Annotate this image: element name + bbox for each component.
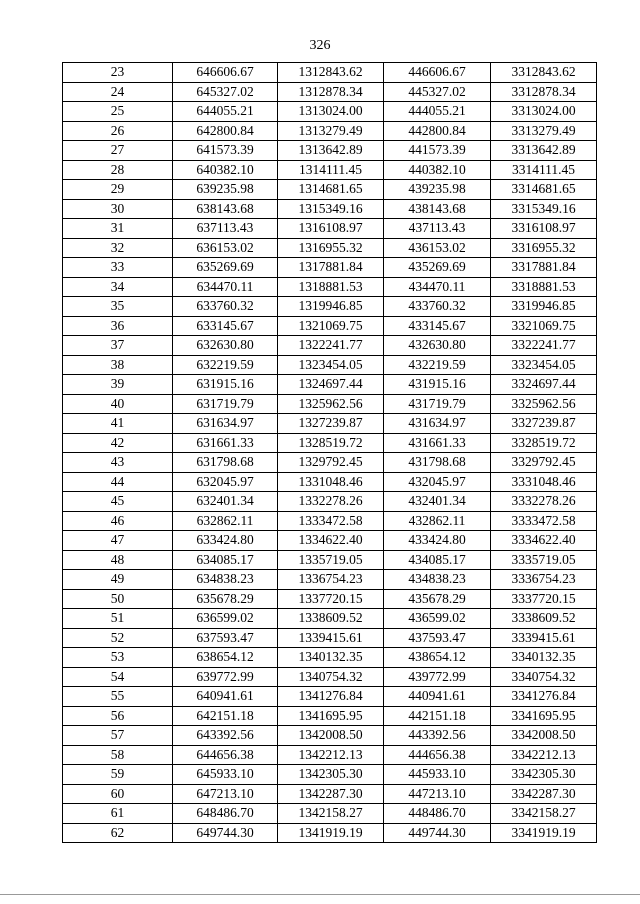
x-offset-coordinate-cell: 439235.98 <box>384 180 491 200</box>
point-number-cell: 62 <box>63 823 173 843</box>
y-coordinate-cell: 1313279.49 <box>278 121 384 141</box>
point-number-cell: 25 <box>63 102 173 122</box>
table-row <box>63 784 597 804</box>
table-row <box>63 492 597 512</box>
x-offset-coordinate-cell: 434470.11 <box>384 277 491 297</box>
x-coordinate-cell: 645933.10 <box>173 765 278 785</box>
x-offset-coordinate-cell: 447213.10 <box>384 784 491 804</box>
y-offset-coordinate-cell: 3322241.77 <box>491 336 597 356</box>
point-number-cell: 29 <box>63 180 173 200</box>
table-row <box>63 765 597 785</box>
x-coordinate-cell: 644656.38 <box>173 745 278 765</box>
y-offset-coordinate-cell: 3318881.53 <box>491 277 597 297</box>
y-offset-coordinate-cell: 3340132.35 <box>491 648 597 668</box>
y-offset-coordinate-cell: 3336754.23 <box>491 570 597 590</box>
y-offset-coordinate-cell: 3317881.84 <box>491 258 597 278</box>
x-offset-coordinate-cell: 442800.84 <box>384 121 491 141</box>
y-coordinate-cell: 1314681.65 <box>278 180 384 200</box>
y-offset-coordinate-cell: 3331048.46 <box>491 472 597 492</box>
x-offset-coordinate-cell: 434838.23 <box>384 570 491 590</box>
x-offset-coordinate-cell: 438654.12 <box>384 648 491 668</box>
table-row <box>63 414 597 434</box>
table-row <box>63 160 597 180</box>
x-offset-coordinate-cell: 431719.79 <box>384 394 491 414</box>
x-coordinate-cell: 631719.79 <box>173 394 278 414</box>
point-number-cell: 42 <box>63 433 173 453</box>
y-offset-coordinate-cell: 3334622.40 <box>491 531 597 551</box>
x-coordinate-cell: 637593.47 <box>173 628 278 648</box>
point-number-cell: 33 <box>63 258 173 278</box>
y-offset-coordinate-cell: 3324697.44 <box>491 375 597 395</box>
y-offset-coordinate-cell: 3313024.00 <box>491 102 597 122</box>
y-offset-coordinate-cell: 3333472.58 <box>491 511 597 531</box>
y-offset-coordinate-cell: 3335719.05 <box>491 550 597 570</box>
y-coordinate-cell: 1312878.34 <box>278 82 384 102</box>
x-coordinate-cell: 638143.68 <box>173 199 278 219</box>
y-offset-coordinate-cell: 3327239.87 <box>491 414 597 434</box>
table-row <box>63 609 597 629</box>
x-offset-coordinate-cell: 440941.61 <box>384 687 491 707</box>
x-coordinate-cell: 634085.17 <box>173 550 278 570</box>
table-row <box>63 511 597 531</box>
point-number-cell: 43 <box>63 453 173 473</box>
y-offset-coordinate-cell: 3316955.32 <box>491 238 597 258</box>
table-row <box>63 648 597 668</box>
table-row <box>63 355 597 375</box>
x-coordinate-cell: 633760.32 <box>173 297 278 317</box>
x-coordinate-cell: 632045.97 <box>173 472 278 492</box>
point-number-cell: 28 <box>63 160 173 180</box>
y-offset-coordinate-cell: 3342212.13 <box>491 745 597 765</box>
table-row <box>63 745 597 765</box>
point-number-cell: 26 <box>63 121 173 141</box>
point-number-cell: 53 <box>63 648 173 668</box>
table-row <box>63 316 597 336</box>
x-offset-coordinate-cell: 431798.68 <box>384 453 491 473</box>
table-row <box>63 141 597 161</box>
y-offset-coordinate-cell: 3342305.30 <box>491 765 597 785</box>
x-coordinate-cell: 639235.98 <box>173 180 278 200</box>
x-offset-coordinate-cell: 433145.67 <box>384 316 491 336</box>
x-coordinate-cell: 633424.80 <box>173 531 278 551</box>
point-number-cell: 36 <box>63 316 173 336</box>
point-number-cell: 24 <box>63 82 173 102</box>
y-coordinate-cell: 1341919.19 <box>278 823 384 843</box>
y-offset-coordinate-cell: 3328519.72 <box>491 433 597 453</box>
x-coordinate-cell: 634838.23 <box>173 570 278 590</box>
y-coordinate-cell: 1318881.53 <box>278 277 384 297</box>
table-row <box>63 726 597 746</box>
point-number-cell: 44 <box>63 472 173 492</box>
point-number-cell: 49 <box>63 570 173 590</box>
table-row <box>63 667 597 687</box>
x-coordinate-cell: 635678.29 <box>173 589 278 609</box>
y-coordinate-cell: 1342212.13 <box>278 745 384 765</box>
table-row <box>63 121 597 141</box>
y-coordinate-cell: 1339415.61 <box>278 628 384 648</box>
y-coordinate-cell: 1342287.30 <box>278 784 384 804</box>
y-coordinate-cell: 1329792.45 <box>278 453 384 473</box>
y-coordinate-cell: 1332278.26 <box>278 492 384 512</box>
y-offset-coordinate-cell: 3342008.50 <box>491 726 597 746</box>
y-offset-coordinate-cell: 3314681.65 <box>491 180 597 200</box>
point-number-cell: 55 <box>63 687 173 707</box>
point-number-cell: 39 <box>63 375 173 395</box>
y-offset-coordinate-cell: 3342287.30 <box>491 784 597 804</box>
x-offset-coordinate-cell: 433760.32 <box>384 297 491 317</box>
y-coordinate-cell: 1341695.95 <box>278 706 384 726</box>
y-coordinate-cell: 1340132.35 <box>278 648 384 668</box>
x-coordinate-cell: 633145.67 <box>173 316 278 336</box>
point-number-cell: 48 <box>63 550 173 570</box>
x-coordinate-cell: 632401.34 <box>173 492 278 512</box>
table-row <box>63 394 597 414</box>
table-row <box>63 433 597 453</box>
y-offset-coordinate-cell: 3329792.45 <box>491 453 597 473</box>
point-number-cell: 45 <box>63 492 173 512</box>
x-offset-coordinate-cell: 445327.02 <box>384 82 491 102</box>
x-offset-coordinate-cell: 444055.21 <box>384 102 491 122</box>
point-number-cell: 54 <box>63 667 173 687</box>
y-coordinate-cell: 1319946.85 <box>278 297 384 317</box>
point-number-cell: 32 <box>63 238 173 258</box>
y-coordinate-cell: 1322241.77 <box>278 336 384 356</box>
y-offset-coordinate-cell: 3315349.16 <box>491 199 597 219</box>
y-offset-coordinate-cell: 3332278.26 <box>491 492 597 512</box>
page-number: 326 <box>309 38 331 53</box>
table-row <box>63 589 597 609</box>
table-row <box>63 219 597 239</box>
x-offset-coordinate-cell: 442151.18 <box>384 706 491 726</box>
y-offset-coordinate-cell: 3325962.56 <box>491 394 597 414</box>
y-coordinate-cell: 1325962.56 <box>278 394 384 414</box>
y-offset-coordinate-cell: 3314111.45 <box>491 160 597 180</box>
x-offset-coordinate-cell: 437113.43 <box>384 219 491 239</box>
table-row <box>63 199 597 219</box>
y-offset-coordinate-cell: 3313279.49 <box>491 121 597 141</box>
point-number-cell: 34 <box>63 277 173 297</box>
coordinates-table-body <box>63 63 597 843</box>
y-coordinate-cell: 1336754.23 <box>278 570 384 590</box>
y-coordinate-cell: 1341276.84 <box>278 687 384 707</box>
point-number-cell: 58 <box>63 745 173 765</box>
y-offset-coordinate-cell: 3321069.75 <box>491 316 597 336</box>
x-coordinate-cell: 632219.59 <box>173 355 278 375</box>
y-coordinate-cell: 1313024.00 <box>278 102 384 122</box>
y-offset-coordinate-cell: 3342158.27 <box>491 804 597 824</box>
x-coordinate-cell: 642151.18 <box>173 706 278 726</box>
x-offset-coordinate-cell: 449744.30 <box>384 823 491 843</box>
y-coordinate-cell: 1328519.72 <box>278 433 384 453</box>
x-coordinate-cell: 634470.11 <box>173 277 278 297</box>
point-number-cell: 38 <box>63 355 173 375</box>
table-row <box>63 297 597 317</box>
x-offset-coordinate-cell: 432401.34 <box>384 492 491 512</box>
y-offset-coordinate-cell: 3339415.61 <box>491 628 597 648</box>
point-number-cell: 52 <box>63 628 173 648</box>
y-coordinate-cell: 1342158.27 <box>278 804 384 824</box>
x-coordinate-cell: 631798.68 <box>173 453 278 473</box>
table-row <box>63 823 597 843</box>
point-number-cell: 30 <box>63 199 173 219</box>
point-number-cell: 40 <box>63 394 173 414</box>
point-number-cell: 57 <box>63 726 173 746</box>
point-number-cell: 50 <box>63 589 173 609</box>
x-offset-coordinate-cell: 432862.11 <box>384 511 491 531</box>
table-row <box>63 804 597 824</box>
y-coordinate-cell: 1337720.15 <box>278 589 384 609</box>
x-coordinate-cell: 643392.56 <box>173 726 278 746</box>
scan-edge-line <box>0 894 640 895</box>
table-row <box>63 180 597 200</box>
point-number-cell: 56 <box>63 706 173 726</box>
x-offset-coordinate-cell: 432630.80 <box>384 336 491 356</box>
x-coordinate-cell: 638654.12 <box>173 648 278 668</box>
x-offset-coordinate-cell: 435678.29 <box>384 589 491 609</box>
x-offset-coordinate-cell: 432219.59 <box>384 355 491 375</box>
x-coordinate-cell: 631634.97 <box>173 414 278 434</box>
y-coordinate-cell: 1327239.87 <box>278 414 384 434</box>
point-number-cell: 47 <box>63 531 173 551</box>
point-number-cell: 41 <box>63 414 173 434</box>
x-offset-coordinate-cell: 439772.99 <box>384 667 491 687</box>
table-row <box>63 453 597 473</box>
y-coordinate-cell: 1312843.62 <box>278 63 384 83</box>
x-offset-coordinate-cell: 431915.16 <box>384 375 491 395</box>
x-coordinate-cell: 631915.16 <box>173 375 278 395</box>
y-coordinate-cell: 1317881.84 <box>278 258 384 278</box>
table-row <box>63 472 597 492</box>
point-number-cell: 35 <box>63 297 173 317</box>
x-coordinate-cell: 640941.61 <box>173 687 278 707</box>
y-coordinate-cell: 1342305.30 <box>278 765 384 785</box>
point-number-cell: 60 <box>63 784 173 804</box>
x-coordinate-cell: 641573.39 <box>173 141 278 161</box>
table-row <box>63 550 597 570</box>
point-number-cell: 59 <box>63 765 173 785</box>
x-coordinate-cell: 644055.21 <box>173 102 278 122</box>
y-coordinate-cell: 1342008.50 <box>278 726 384 746</box>
table-row <box>63 375 597 395</box>
y-coordinate-cell: 1333472.58 <box>278 511 384 531</box>
x-offset-coordinate-cell: 431634.97 <box>384 414 491 434</box>
coordinates-table <box>62 62 597 843</box>
y-offset-coordinate-cell: 3323454.05 <box>491 355 597 375</box>
x-offset-coordinate-cell: 448486.70 <box>384 804 491 824</box>
y-offset-coordinate-cell: 3312878.34 <box>491 82 597 102</box>
table-row <box>63 570 597 590</box>
point-number-cell: 27 <box>63 141 173 161</box>
y-coordinate-cell: 1323454.05 <box>278 355 384 375</box>
y-coordinate-cell: 1315349.16 <box>278 199 384 219</box>
point-number-cell: 46 <box>63 511 173 531</box>
y-coordinate-cell: 1313642.89 <box>278 141 384 161</box>
x-offset-coordinate-cell: 434085.17 <box>384 550 491 570</box>
x-offset-coordinate-cell: 438143.68 <box>384 199 491 219</box>
table-row <box>63 82 597 102</box>
table-row <box>63 238 597 258</box>
x-coordinate-cell: 637113.43 <box>173 219 278 239</box>
y-offset-coordinate-cell: 3338609.52 <box>491 609 597 629</box>
y-coordinate-cell: 1314111.45 <box>278 160 384 180</box>
table-row <box>63 102 597 122</box>
table-row <box>63 336 597 356</box>
x-offset-coordinate-cell: 437593.47 <box>384 628 491 648</box>
x-offset-coordinate-cell: 441573.39 <box>384 141 491 161</box>
y-offset-coordinate-cell: 3319946.85 <box>491 297 597 317</box>
x-offset-coordinate-cell: 436599.02 <box>384 609 491 629</box>
x-coordinate-cell: 632630.80 <box>173 336 278 356</box>
table-row <box>63 531 597 551</box>
x-offset-coordinate-cell: 432045.97 <box>384 472 491 492</box>
table-row <box>63 277 597 297</box>
table-row <box>63 628 597 648</box>
y-coordinate-cell: 1316955.32 <box>278 238 384 258</box>
point-number-cell: 23 <box>63 63 173 83</box>
x-coordinate-cell: 639772.99 <box>173 667 278 687</box>
y-offset-coordinate-cell: 3340754.32 <box>491 667 597 687</box>
x-coordinate-cell: 642800.84 <box>173 121 278 141</box>
x-coordinate-cell: 636153.02 <box>173 238 278 258</box>
x-offset-coordinate-cell: 440382.10 <box>384 160 491 180</box>
x-coordinate-cell: 647213.10 <box>173 784 278 804</box>
y-coordinate-cell: 1316108.97 <box>278 219 384 239</box>
x-coordinate-cell: 646606.67 <box>173 63 278 83</box>
x-coordinate-cell: 645327.02 <box>173 82 278 102</box>
y-coordinate-cell: 1340754.32 <box>278 667 384 687</box>
y-offset-coordinate-cell: 3341919.19 <box>491 823 597 843</box>
y-offset-coordinate-cell: 3316108.97 <box>491 219 597 239</box>
x-coordinate-cell: 636599.02 <box>173 609 278 629</box>
y-coordinate-cell: 1334622.40 <box>278 531 384 551</box>
point-number-cell: 31 <box>63 219 173 239</box>
x-offset-coordinate-cell: 436153.02 <box>384 238 491 258</box>
y-offset-coordinate-cell: 3341695.95 <box>491 706 597 726</box>
x-offset-coordinate-cell: 443392.56 <box>384 726 491 746</box>
point-number-cell: 61 <box>63 804 173 824</box>
x-coordinate-cell: 648486.70 <box>173 804 278 824</box>
y-coordinate-cell: 1324697.44 <box>278 375 384 395</box>
y-coordinate-cell: 1321069.75 <box>278 316 384 336</box>
y-coordinate-cell: 1331048.46 <box>278 472 384 492</box>
x-coordinate-cell: 631661.33 <box>173 433 278 453</box>
y-offset-coordinate-cell: 3312843.62 <box>491 63 597 83</box>
x-offset-coordinate-cell: 435269.69 <box>384 258 491 278</box>
point-number-cell: 37 <box>63 336 173 356</box>
y-offset-coordinate-cell: 3341276.84 <box>491 687 597 707</box>
x-offset-coordinate-cell: 445933.10 <box>384 765 491 785</box>
table-row <box>63 258 597 278</box>
table-row <box>63 63 597 83</box>
point-number-cell: 51 <box>63 609 173 629</box>
y-offset-coordinate-cell: 3337720.15 <box>491 589 597 609</box>
x-offset-coordinate-cell: 431661.33 <box>384 433 491 453</box>
x-offset-coordinate-cell: 433424.80 <box>384 531 491 551</box>
x-coordinate-cell: 632862.11 <box>173 511 278 531</box>
table-row <box>63 687 597 707</box>
x-offset-coordinate-cell: 444656.38 <box>384 745 491 765</box>
x-coordinate-cell: 635269.69 <box>173 258 278 278</box>
y-coordinate-cell: 1335719.05 <box>278 550 384 570</box>
x-offset-coordinate-cell: 446606.67 <box>384 63 491 83</box>
y-coordinate-cell: 1338609.52 <box>278 609 384 629</box>
table-row <box>63 706 597 726</box>
y-offset-coordinate-cell: 3313642.89 <box>491 141 597 161</box>
x-coordinate-cell: 649744.30 <box>173 823 278 843</box>
x-coordinate-cell: 640382.10 <box>173 160 278 180</box>
